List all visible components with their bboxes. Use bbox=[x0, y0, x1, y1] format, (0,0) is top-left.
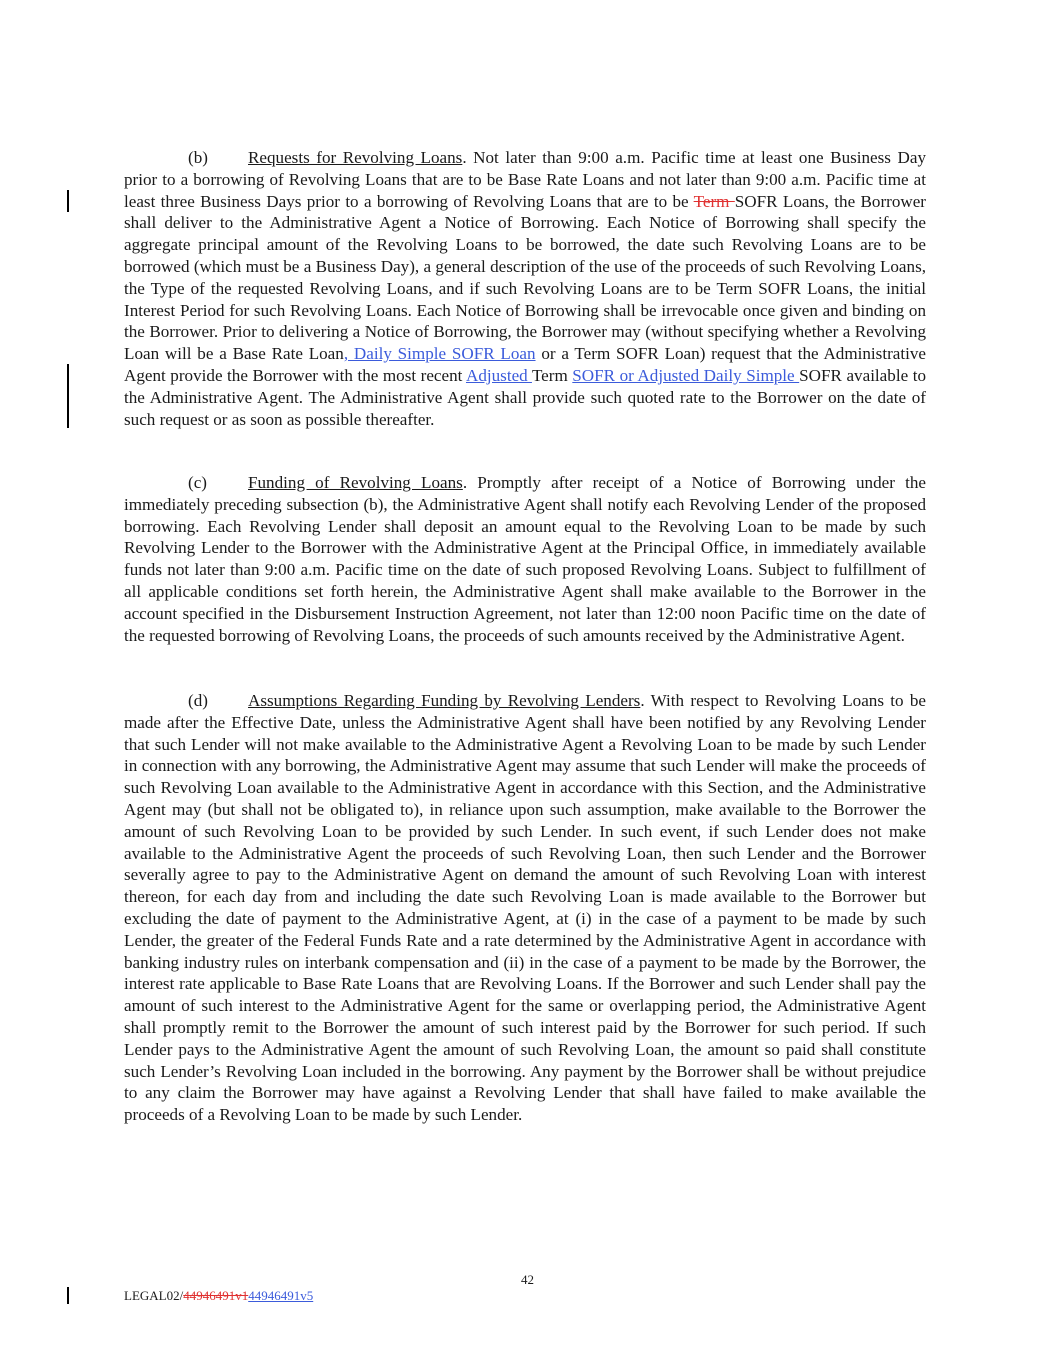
paragraph-d bbox=[124, 690, 926, 1126]
change-bar bbox=[67, 1287, 69, 1304]
inserted-doc-id: 44946491v5 bbox=[248, 1288, 314, 1303]
footer-prefix: LEGAL02/ bbox=[124, 1288, 184, 1303]
paragraph-text: Term bbox=[531, 365, 573, 385]
inserted-text: SOFR or Adjusted Daily Simple bbox=[572, 365, 800, 385]
paragraph-b bbox=[124, 147, 926, 430]
paragraph-label: (d) bbox=[188, 691, 208, 710]
section-heading: Requests for Revolving Loans bbox=[248, 148, 463, 167]
deleted-doc-id: 44946491v1 bbox=[183, 1288, 249, 1303]
paragraph-text: . Not later than 9:00 a.m. Pacific time at least one Business Day prior to a borrowing of Revolving Loans that are to be Base Rate Loans and not later than 9:00 a.m. Pacific time at least three Business Days prior to a borrowing of Revolving Loans that are to be bbox=[124, 148, 926, 211]
section-heading: Funding of Revolving Loans bbox=[248, 473, 463, 492]
section-heading: Assumptions Regarding Funding by Revolving Lenders bbox=[248, 691, 641, 710]
page-number: 42 bbox=[521, 1272, 534, 1287]
inserted-text: Adjusted bbox=[465, 365, 532, 385]
paragraph-c bbox=[124, 472, 926, 646]
paragraph-text: SOFR available to the Administrative Agent. The Administrative Agent shall provide such quoted rate to the Borrower on the date of such request or as soon as possible thereafter. bbox=[124, 365, 926, 429]
deleted-text: Term bbox=[693, 191, 735, 211]
inserted-text: , Daily Simple SOFR Loan bbox=[343, 344, 536, 364]
paragraph-text: SOFR Loans, the Borrower shall deliver to the Administrative Agent a Notice of Borrowing. Each Notice of Borrowing shall specify the aggregate principal amount of the Revolving Loans to be borrowed, the date such Revolving Loans are to be borrowed (which must be a Business Day), a general description of the use of the proceeds of such Revolving Loans, the Type of the requested Revolving Loans, and if such Revolving Loans are to be Term SOFR Loans, the initial Interest Period for such Revolving Loans. Each Notice of Borrowing shall be irrevocable once given and binding on the Borrower. Prior to delivering a Notice of Borrowing, the Borrower may (without specifying whether a Revolving Loan will be a Base Rate Loan bbox=[124, 191, 926, 364]
change-bar bbox=[67, 364, 69, 428]
paragraph-text: or a Term SOFR Loan) request that the Administrative Agent provide the Borrower with the most recent bbox=[124, 344, 926, 385]
paragraph-text: . With respect to Revolving Loans to be made after the Effective Date, unless the Administrative Agent shall have been notified by any Revolving Lender that such Lender will not make available to the Administrative Agent a Revolving Loan to be made by such Lender in connection with any borrowing, the Administrative Agent may assume that such Lender will make the proceeds of such Revolving Loan available to the Administrative Agent in accordance with this Section, and the Administrative Agent may (but shall not be obligated to), in reliance upon such assumption, make available to the Borrower the amount of such Revolving Loan to be provided by such Lender. In such event, if such Lender does not make available to the Administrative Agent the proceeds of such Revolving Loan, then such Lender and the Borrower severally agree to pay to the Administrative Agent on demand the amount of such Revolving Loan with interest thereon, for each day from and including the date such Revolving Loan is made available to the Borrower but excluding the date of payment to the Administrative Agent, at (i) in the case of a payment to be made by such Lender, the greater of the Federal Funds Rate and a rate determined by the Administrative Agent in accordance with banking industry rules on interbank compensation and (ii) in the case of a payment to be made by the Borrower, the interest rate applicable to Base Rate Loans that are Revolving Loans. If the Borrower and such Lender shall pay the amount of such interest to the Administrative Agent for the same or overlapping period, the Administrative Agent shall promptly remit to the Borrower the amount of such interest paid by the Borrower for such period. If such Lender pays to the Administrative Agent the amount of such Revolving Loan, the amount so paid shall constitute such Lender’s Revolving Loan included in the borrowing. Any payment by the Borrower shall be without prejudice to any claim the Borrower may have against a Revolving Lender that shall have failed to make available the proceeds of a Revolving Loan to be made by such Lender. bbox=[124, 691, 927, 1125]
document-id-footer bbox=[124, 1288, 313, 1304]
paragraph-label: (b) bbox=[188, 148, 208, 167]
change-bar bbox=[67, 190, 69, 212]
paragraph-text: . Promptly after receipt of a Notice of Borrowing under the immediately preceding subsection (b), the Administrative Agent shall notify each Revolving Lender of the proposed borrowing. Each Revolving Lender shall deposit an amount equal to the Revolving Loan to be made by such Revolving Lender to the Borrower with the Administrative Agent at the Principal Office, in immediately available funds not later than 9:00 a.m. Pacific time on the date of such proposed Revolving Loans. Subject to fulfillment of all applicable conditions set forth herein, the Administrative Agent shall make available to the Borrower in the account specified in the Disbursement Instruction Agreement, not later than 12:00 noon Pacific time on the date of the requested borrowing of Revolving Loans, the proceeds of such amounts received by the Administrative Agent. bbox=[124, 473, 927, 645]
paragraph-label: (c) bbox=[188, 473, 207, 492]
